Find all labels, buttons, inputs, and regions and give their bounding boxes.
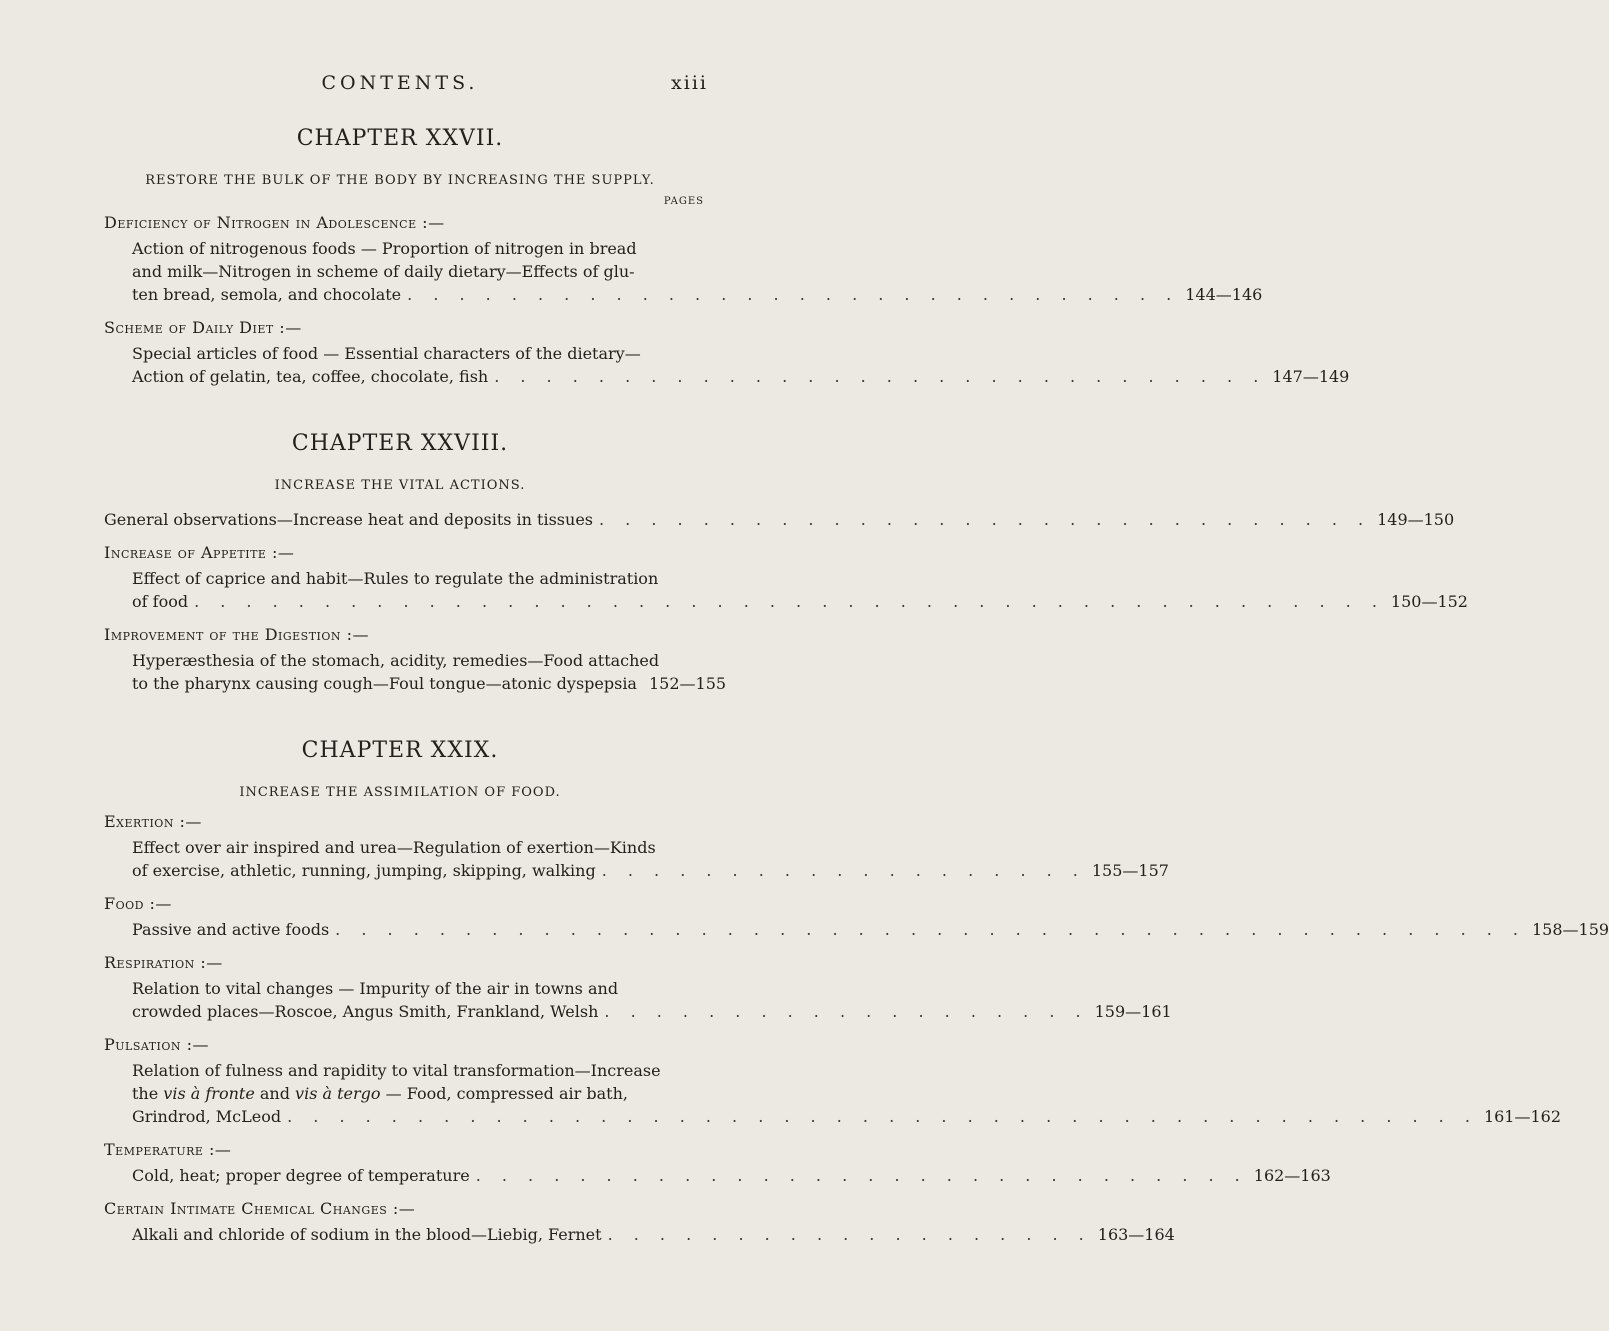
chapter-heading: CHAPTER XXIX. <box>301 738 499 763</box>
chapter-subtitle: INCREASE THE ASSIMILATION OF FOOD. <box>239 785 561 800</box>
page-range: 144—146 <box>1185 285 1263 304</box>
chapter-subtitle: INCREASE THE VITAL ACTIONS. <box>274 478 526 493</box>
leader-dots: . . . . . . . . . . . . . . . . . . . . . . . . . . . . . . <box>494 367 1267 386</box>
leader-dots: . . . . . . . . . . . . . . . . . . . . . . . . . . . . . . <box>599 510 1372 529</box>
entry-final-line <box>104 510 1455 530</box>
section-heading: Improvement of the Digestion :— <box>104 625 370 644</box>
section-heading: Increase of Appetite :— <box>104 543 295 562</box>
entry-text: of food <box>132 592 189 611</box>
section-heading: Certain Intimate Chemical Changes :— <box>104 1199 416 1218</box>
entry-text: General observations—Increase heat and deposits in tissues <box>104 510 593 529</box>
page-range: 147—149 <box>1272 367 1350 386</box>
leader-dots: . . . . . . . . . . . . . . . . . . . <box>601 861 1086 880</box>
entry-text: crowded places—Roscoe, Angus Smith, Frankland, Welsh <box>132 1002 599 1021</box>
entry-line: Relation to vital changes — Impurity of the air in towns and <box>132 979 619 998</box>
section-heading: Food :— <box>104 894 172 913</box>
entry-line: and milk—Nitrogen in scheme of daily dietary—Effects of glu- <box>132 262 635 281</box>
entry-final-line <box>132 920 1609 940</box>
entry-final-line <box>132 592 1468 612</box>
entry-line: Special articles of food — Essential characters of the dietary— <box>132 344 641 363</box>
page-range: 162—163 <box>1253 1166 1331 1185</box>
page-range: 161—162 <box>1483 1107 1562 1126</box>
entry-line: Effect of caprice and habit—Rules to regulate the administration <box>132 569 659 588</box>
page-range: 152—155 <box>648 674 727 693</box>
entry-final-line <box>132 861 1169 881</box>
entry-text: Cold, heat; proper degree of temperature <box>132 1166 470 1185</box>
entry-line: Relation of fulness and rapidity to vital transformation—Increase <box>132 1061 661 1080</box>
entry-line: the vis à fronte and vis à tergo — Food, compressed air bath, <box>132 1084 628 1103</box>
running-head-title: CONTENTS. <box>321 72 479 94</box>
entry-final-line <box>132 1166 1331 1186</box>
entry-final-line <box>132 367 1350 387</box>
page-range: 149—150 <box>1377 510 1455 529</box>
entry-text: Grindrod, McLeod <box>132 1107 282 1126</box>
section-heading: Exertion :— <box>104 812 202 831</box>
leader-dots: . . . . . . . . . . . . . . . . . . . . . . . . . . . . . . <box>475 1166 1248 1185</box>
entry-final-line <box>132 1225 1175 1245</box>
section-heading: Respiration :— <box>104 953 223 972</box>
entry-final-line <box>132 1002 1172 1022</box>
leader-dots: . . . . . . . . . . . . . . . . . . . . . . . . . . . . . . . . . . . . . . . . . . . . . . <box>287 1107 1478 1126</box>
entry-text: ten bread, semola, and chocolate <box>132 285 402 304</box>
entry-text: Alkali and chloride of sodium in the blood—Liebig, Fernet <box>132 1225 602 1244</box>
entry-text: Action of gelatin, tea, coffee, chocolate, fish <box>132 367 489 386</box>
entry-line: Hyperæsthesia of the stomach, acidity, remedies—Food attached <box>132 651 660 670</box>
page-range: 150—152 <box>1390 592 1468 611</box>
entry-line: Effect over air inspired and urea—Regulation of exertion—Kinds <box>132 838 656 857</box>
entry-text: Passive and active foods <box>132 920 330 939</box>
running-head <box>0 72 800 112</box>
page-range: 159—161 <box>1094 1002 1172 1021</box>
leader-dots: . . . . . . . . . . . . . . . . . . . . . . . . . . . . . . <box>407 285 1180 304</box>
entry-text: to the pharynx causing cough—Foul tongue—atonic dyspepsia <box>132 674 637 693</box>
section-heading: Deficiency of Nitrogen in Adolescence :— <box>104 213 445 232</box>
chapter-subtitle: RESTORE THE BULK OF THE BODY BY INCREASING THE SUPPLY. <box>145 173 655 188</box>
leader-dots: . . . . . . . . . . . . . . . . . . . . . . . . . . . . . . . . . . . . . . . . . . . . . . <box>194 592 1385 611</box>
leader-dots: . . . . . . . . . . . . . . . . . . . . . . . . . . . . . . . . . . . . . . . . . . . . . . <box>335 920 1526 939</box>
page-number: xiii <box>671 72 708 94</box>
section-heading: Scheme of Daily Diet :— <box>104 318 302 337</box>
section-heading: Pulsation :— <box>104 1035 210 1054</box>
page-range: 155—157 <box>1091 861 1169 880</box>
entry-text: of exercise, athletic, running, jumping, skipping, walking <box>132 861 596 880</box>
page-range: 158—159 <box>1532 920 1609 939</box>
entry-final-line <box>132 674 727 694</box>
pages-column-label: PAGES <box>663 196 704 207</box>
entry-final-line <box>132 1107 1562 1127</box>
section-heading: Temperature :— <box>104 1140 232 1159</box>
leader-dots: . . . . . . . . . . . . . . . . . . . <box>604 1002 1089 1021</box>
entry-line: Action of nitrogenous foods — Proportion of nitrogen in bread <box>132 239 637 258</box>
chapter-heading: CHAPTER XXVII. <box>296 126 504 151</box>
entry-final-line <box>132 285 1263 305</box>
page-range: 163—164 <box>1097 1225 1175 1244</box>
leader-dots: . . . . . . . . . . . . . . . . . . . <box>607 1225 1092 1244</box>
chapter-heading: CHAPTER XXVIII. <box>291 431 509 456</box>
